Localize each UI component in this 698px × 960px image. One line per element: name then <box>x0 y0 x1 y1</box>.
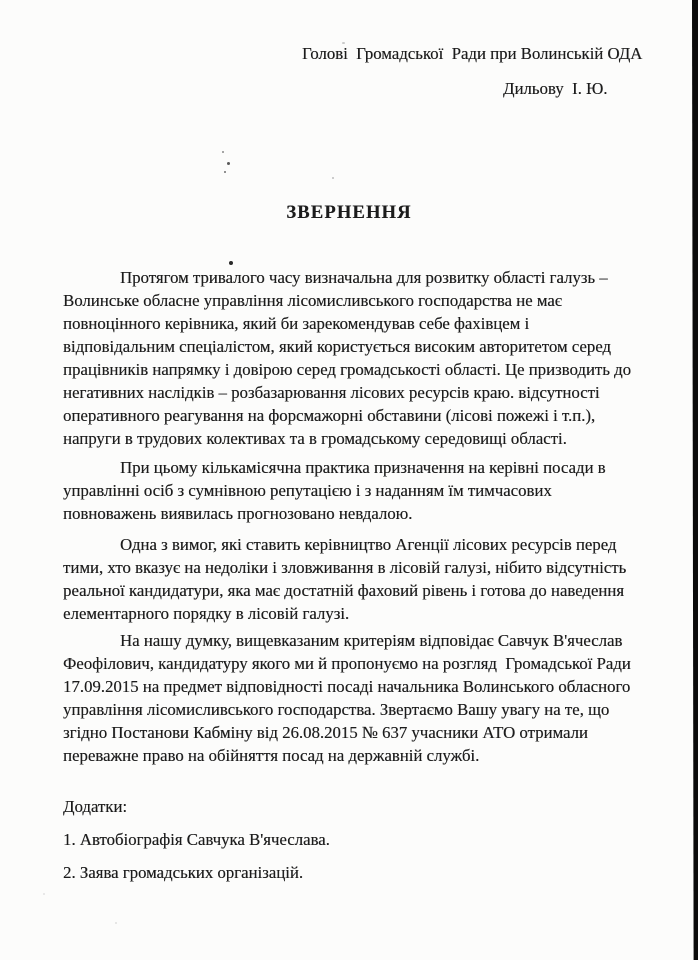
scan-speckle <box>332 177 334 179</box>
text-line: працівників напрямку і довірою серед громадськості області. Це призводить до <box>63 360 631 379</box>
scan-speckle <box>229 261 233 265</box>
attachments-label: Додатки: <box>63 797 128 816</box>
scan-speckle <box>227 162 230 165</box>
paragraph <box>63 629 663 767</box>
text-line: реальної кандидатури, яка має достатній фаховий рівень і готова до наведення <box>63 581 624 600</box>
attachment-item: 1. Автобіографія Савчука В'ячеслава. <box>63 830 330 849</box>
text-line: Волинське обласне управління лісомисливського господарства не має <box>63 291 562 310</box>
scan-speckle <box>224 171 226 173</box>
scan-speckle <box>43 893 45 895</box>
text-line: елементарного порядку в лісовій галузі. <box>63 604 350 623</box>
attachment-item: 2. Заява громадських організацій. <box>63 863 304 882</box>
text-line: управління лісомисливського господарства. Звертаємо Вашу увагу на те, що <box>63 700 610 719</box>
scan-speckle <box>222 151 224 153</box>
text-line: негативних наслідків – розбазарювання лісових ресурсів краю. відсутності <box>63 383 600 402</box>
scan-speckle <box>115 922 117 924</box>
document-title: ЗВЕРНЕННЯ <box>286 203 412 223</box>
text-line: Феофілович, кандидатуру якого ми й пропонуємо на розгляд Громадської Ради <box>63 654 631 673</box>
text-line: На нашу думку, вищевказаним критеріям відповідає Савчук В'ячеслав <box>120 631 623 650</box>
text-line: управлінні осіб з сумнівною репутацією і з наданням їм тимчасових <box>63 481 552 500</box>
text-line: переважне право на обійняття посад на державній службі. <box>63 746 480 765</box>
document-body <box>63 266 663 884</box>
text-line: повноцінного керівника, який би зарекомендував себе фахівцем і <box>63 314 530 333</box>
text-line: При цьому кількамісячна практика призначення на керівні посади в <box>120 458 606 477</box>
text-line: оперативного реагування на форсмажорні обставини (лісові пожежі і т.п.), <box>63 406 596 425</box>
paragraph <box>63 533 663 625</box>
scan-speckle <box>342 42 345 44</box>
scan-edge-shadow <box>690 0 698 960</box>
text-line: тими, хто вказує на недоліки і зловживання в лісовій галузі, нібито відсутність <box>63 558 627 577</box>
text-line: Одна з вимог, які ставить керівництво Агенції лісових ресурсів перед <box>120 535 617 554</box>
paragraph <box>63 456 663 525</box>
text-line: 17.09.2015 на предмет відповідності посаді начальника Волинського обласного <box>63 677 631 696</box>
text-line: згідно Постанови Кабміну від 26.08.2015 № 637 учасники АТО отримали <box>63 723 588 742</box>
text-line: напруги в трудових колективах та в громадському середовищі області. <box>63 429 567 448</box>
text-line: повноважень виявилась прогнозовано невдалою. <box>63 504 413 523</box>
addressee-line: Голові Громадської Ради при Волинській ОДА <box>302 44 643 63</box>
text-line: Протягом тривалого часу визначальна для розвитку області галузь – <box>120 268 608 287</box>
addressee-name: Дильову І. Ю. <box>503 79 608 98</box>
paragraph <box>63 266 663 450</box>
text-line: відповідальним спеціалістом, який користується високим авторитетом серед <box>63 337 611 356</box>
